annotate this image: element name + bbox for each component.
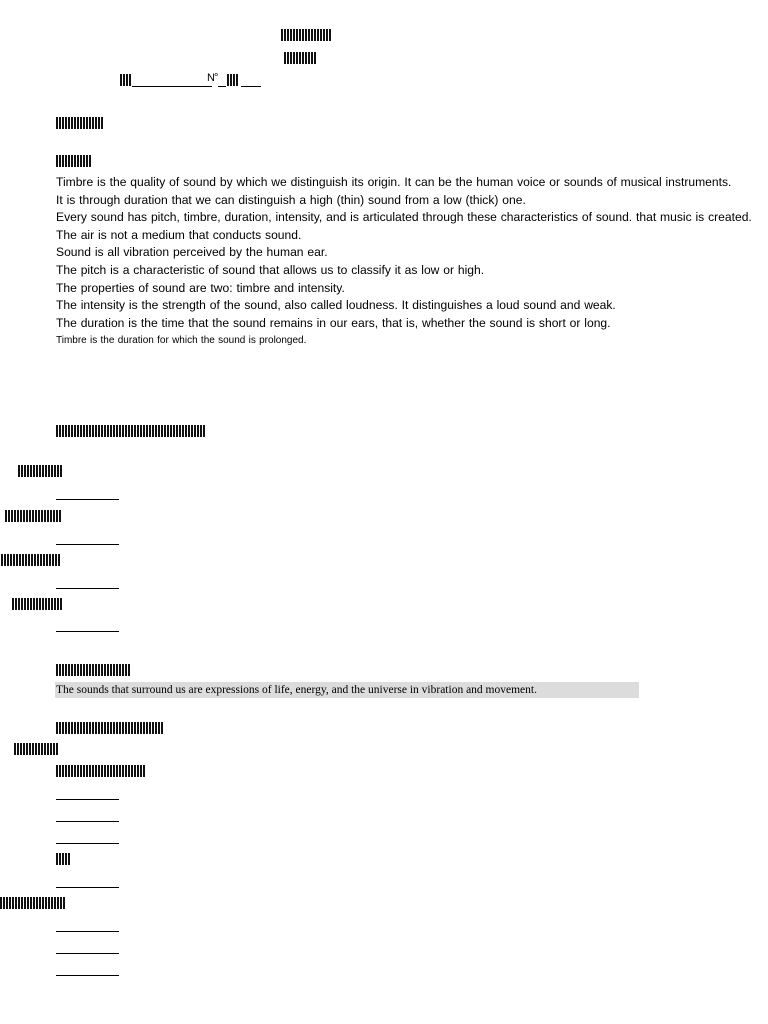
statement: Sound is all vibration perceived by the human ear. — [56, 245, 328, 260]
answer-line-5[interactable] — [56, 799, 119, 800]
class-blank[interactable] — [241, 86, 261, 87]
statement: The duration is the time that the sound remains in our ears, that is, whether the sound is short or long. — [56, 315, 611, 330]
section4-prompt — [56, 765, 146, 778]
question-2-label — [5, 510, 62, 523]
question-4-label — [12, 598, 63, 611]
name-blank[interactable] — [132, 86, 212, 87]
section2-heading — [56, 425, 207, 438]
section3-heading — [56, 664, 131, 677]
answer-line-9[interactable] — [56, 931, 119, 932]
worksheet-subtitle — [284, 51, 318, 65]
highlighted-sentence: The sounds that surround us are expressions of life, energy, and the universe in vibration and movement. — [55, 682, 639, 698]
answer-line-10[interactable] — [56, 953, 119, 954]
section4-left-label — [14, 743, 59, 756]
statement: The intensity is the strength of the sound, also called loudness. It distinguishes a loud sound and weak. — [56, 298, 616, 313]
number-blank[interactable] — [218, 86, 226, 87]
question-1-label — [18, 465, 63, 478]
worksheet-title — [281, 28, 333, 42]
true-false-statements — [56, 174, 768, 350]
answer-line-11[interactable] — [56, 975, 119, 976]
statement: The properties of sound are two: timbre and intensity. — [56, 280, 345, 295]
answer-line-3[interactable] — [56, 588, 119, 589]
answer-line-2[interactable] — [56, 544, 119, 545]
student-info-row — [120, 72, 265, 88]
section4-subheading — [56, 853, 72, 866]
answer-line-7[interactable] — [56, 843, 119, 844]
title-ink — [281, 29, 333, 41]
statement: Timbre is the duration for which the sound is prolonged. — [56, 335, 307, 347]
statement: The air is not a medium that conducts sound. — [56, 227, 302, 242]
answer-line-1[interactable] — [56, 499, 119, 500]
number-label: N° — [207, 72, 218, 84]
statement: Timbre is the quality of sound by which we distinguish its origin. It can be the human voice or sounds of musical instruments. — [56, 175, 732, 189]
answer-line-8[interactable] — [56, 887, 119, 888]
section4-heading — [56, 722, 166, 735]
statement: Every sound has pitch, timbre, duration, intensity, and is articulated through these characteristics of sound. that music is created. — [56, 210, 752, 225]
statement: The pitch is a characteristic of sound that allows us to classify it as low or high. — [56, 262, 485, 277]
answer-line-6[interactable] — [56, 821, 119, 822]
name-label — [120, 74, 132, 86]
section1-subheading — [56, 155, 95, 168]
statement: It is through duration that we can distinguish a high (thin) sound from a low (thick) one. — [56, 192, 526, 207]
section1-heading — [56, 117, 107, 130]
class-label — [227, 74, 241, 86]
answer-line-4[interactable] — [56, 631, 119, 632]
section4-bottom-label — [0, 897, 66, 910]
question-3-label — [1, 554, 61, 567]
subtitle-ink — [284, 52, 318, 64]
